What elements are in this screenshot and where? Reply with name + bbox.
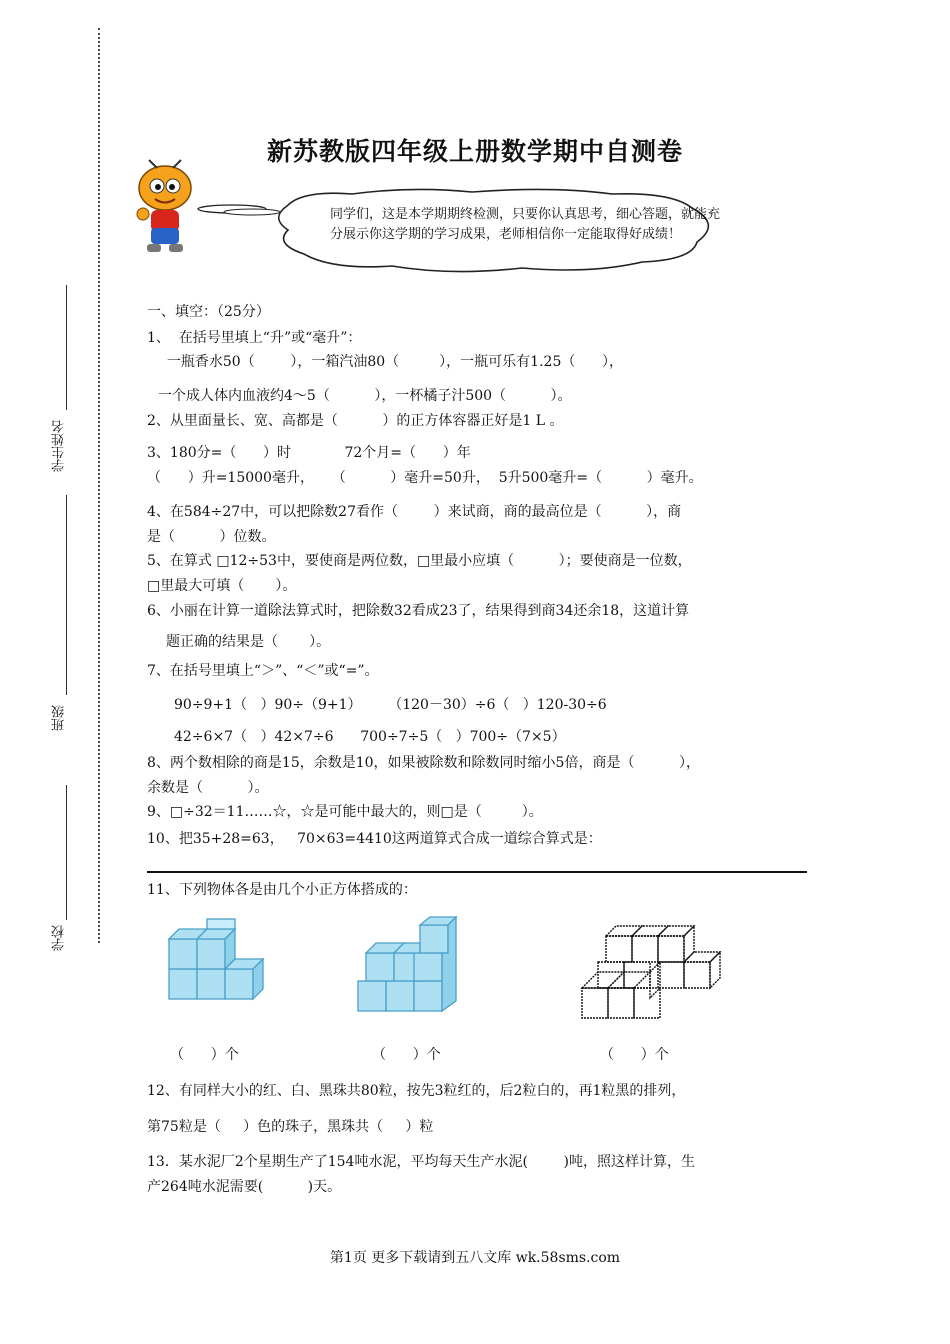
- question-line: 一瓶香水50（ ），一箱汽油80（ ），一瓶可乐有1.25（ ），: [158, 354, 624, 370]
- school-label: 学校: [52, 925, 67, 951]
- class-label: 班级: [52, 705, 67, 731]
- question-line: 余数是（ ）。: [147, 780, 269, 796]
- question-line: 一个成人体内血液约4～5（ ），一杯橘子汁500（ ）。: [158, 388, 572, 404]
- question-line: 第75粒是（ ）色的珠子，黑珠共（ ）粒: [147, 1119, 434, 1135]
- question-line: 7、在括号里填上“＞”、“＜”或“=”。: [147, 663, 379, 679]
- cube-answer-2: （ ）个: [372, 1047, 441, 1063]
- bubble-text: 同学们，这是本学期期终检测，只要你认真思考，细心答题，就能充分展示你这学期的学习成果，老师相信你一定能取得好成绩！: [330, 207, 721, 242]
- question-line: 5、在算式 □12÷53中，要使商是两位数，□里最小应填（ ）；要使商是一位数，: [147, 553, 692, 569]
- cube-figure-3: [578, 918, 728, 1028]
- question-line: 题正确的结果是（ ）。: [166, 634, 331, 650]
- question-line: 2、从里面量长、宽、高都是（ ）的正方体容器正好是1 L 。: [147, 413, 564, 429]
- question-line: 产264吨水泥需要( )天。: [147, 1179, 342, 1195]
- page-title: 新苏教版四年级上册数学期中自测卷: [266, 137, 683, 166]
- question-line: 1、 在括号里填上“升”或“毫升”：: [147, 330, 362, 346]
- question-line: 4、在584÷27中，可以把除数27看作（ ）来试商，商的最高位是（ ），商: [147, 504, 682, 520]
- section-heading: 一、填空：（25分）: [147, 304, 270, 320]
- cube-figure-1: [163, 913, 273, 1005]
- student-name-label: 学生姓名: [52, 420, 67, 472]
- name-underline: [66, 285, 67, 410]
- question-line: 是（ ）位数。: [147, 529, 276, 545]
- question-line: 42÷6×7（ ）42×7÷6 700÷7÷5（ ）700÷（7×5）: [174, 729, 566, 745]
- question-line: （ ）升=15000毫升， （ ）毫升=50升， 5升500毫升=（ ）毫升。: [147, 470, 703, 486]
- question-line: 8、两个数相除的商是15，余数是10，如果被除数和除数同时缩小5倍，商是（ ），: [147, 755, 700, 771]
- cube-figure-2: [352, 913, 467, 1015]
- question-line: □里最大可填（ ）。: [147, 578, 297, 594]
- school-underline: [66, 785, 67, 920]
- cube-answer-1: （ ）个: [170, 1047, 239, 1063]
- question-line: 9、□÷32＝11……☆，☆是可能中最大的，则□是（ ）。: [147, 804, 543, 820]
- question-line: 90÷9+1（ ）90÷（9+1） （120－30）÷6（ ）120-30÷6: [174, 697, 607, 713]
- cube-answer-3: （ ）个: [600, 1047, 669, 1063]
- question-line: 11、下列物体各是由几个小正方体搭成的：: [147, 882, 417, 898]
- question-line: 6、小丽在计算一道除法算式时，把除数32看成23了，结果得到商34还余18，这道计算: [147, 603, 690, 619]
- question-line: 3、180分=（ ）时 72个月=（ ）年: [147, 445, 471, 461]
- page-footer: 第1页 更多下载请到五八文库 wk.58sms.com: [329, 1250, 621, 1266]
- answer-line: [147, 871, 807, 873]
- question-line: 12、有同样大小的红、白、黑珠共80粒，按先3粒红的，后2粒白的，再1粒黑的排列，: [147, 1083, 686, 1099]
- question-line: 13．某水泥厂2个星期生产了154吨水泥，平均每天生产水泥( )吨，照这样计算，生: [147, 1154, 695, 1170]
- class-underline: [66, 495, 67, 695]
- question-line: 10、把35+28=63， 70×63=4410这两道算式合成一道综合算式是：: [147, 831, 602, 847]
